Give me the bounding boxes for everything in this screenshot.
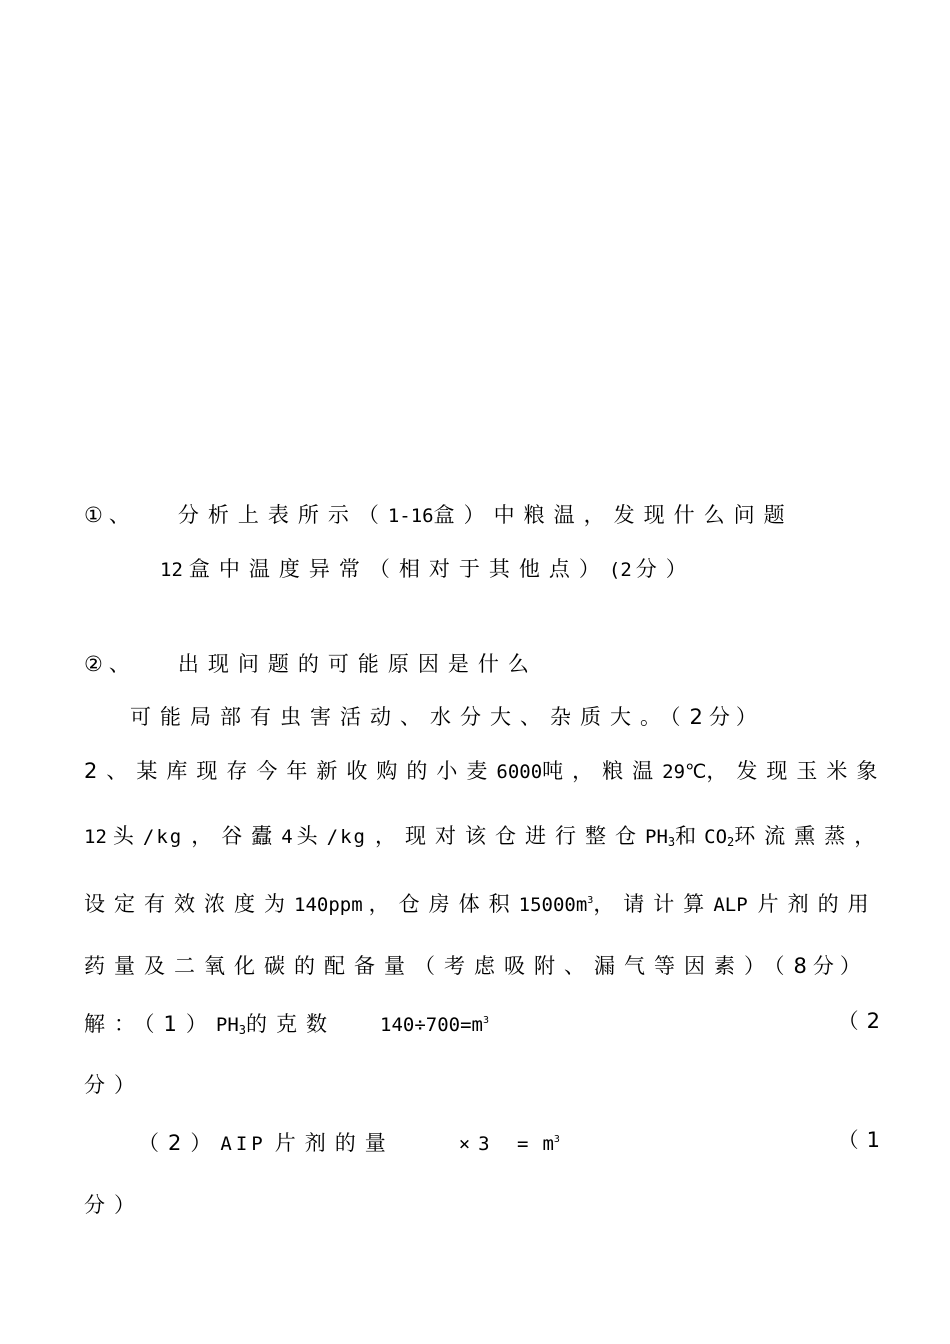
question-1-text-c: 盒）中粮温，发现什么问题 (433, 503, 794, 527)
problem-2-volume (519, 894, 594, 916)
formula-text: 140÷700=m (380, 1014, 483, 1036)
problem-2-line-3 (84, 887, 878, 919)
volume-value: 15000m (518, 894, 588, 916)
problem-2-text: 2、某库现存今年新收购的小麦 (84, 759, 497, 783)
unit-text: m (542, 1133, 554, 1155)
problem-2-text: 头 (112, 824, 143, 848)
unit-superscript: 3 (553, 1134, 560, 1145)
ph3-label: PH (645, 826, 668, 848)
problem-2-unit: /kg (142, 826, 184, 848)
co2-label: CO (704, 826, 728, 848)
answer-2-text: 可能局部有虫害活动、水分大、杂质大。（ (130, 705, 690, 729)
problem-2-count: 4 (281, 826, 293, 848)
step-2-text: 片剂的量 (274, 1131, 395, 1155)
problem-2-text: 吨，粮温 (542, 759, 663, 783)
solution-step-1-score-close: 分） (84, 1073, 144, 1097)
problem-2-text: 设定有效浓度为 (84, 892, 294, 916)
problem-2-concentration: 140ppm (294, 894, 363, 916)
problem-2-text: ，发现玉米象 (706, 759, 887, 783)
answer-2 (130, 703, 763, 731)
problem-2-line-2 (84, 822, 884, 856)
question-1-range: 1-16 (387, 505, 434, 527)
problem-2-line-1 (84, 757, 886, 786)
question-2 (84, 650, 538, 678)
problem-2-unit: /kg (326, 826, 367, 848)
problem-2-text: ，现对该仓进行整仓 (375, 824, 645, 848)
problem-2-line-4 (84, 952, 867, 980)
problem-2-temperature: 29℃ (662, 761, 707, 783)
solution-step-2-score-open: （1 (837, 1128, 888, 1152)
question-1-marker: ①、 (84, 503, 136, 527)
ph3-subscript: 3 (238, 1023, 246, 1037)
ph3-label: PH (215, 1014, 239, 1036)
problem-2-text: 头 (296, 824, 327, 848)
problem-2-text: ，请计算 (593, 892, 714, 916)
solution-ph3 (216, 1014, 246, 1036)
ph3-subscript: 3 (667, 835, 676, 849)
step-2-formula: ×3 = (458, 1133, 537, 1155)
solution-formula (380, 1014, 489, 1036)
step-2-aip: AIP (220, 1133, 267, 1155)
co2-subscript: 2 (727, 835, 735, 849)
problem-2-text: ，仓房体积 (368, 892, 519, 916)
step-2-unit (542, 1133, 559, 1155)
step-2-label: （2） (138, 1131, 221, 1155)
problem-2-text: 环流熏蒸， (734, 824, 885, 848)
answer-1-box-number: 12 (160, 559, 183, 581)
solution-text: 的克数 (246, 1012, 336, 1036)
volume-superscript: 3 (587, 895, 594, 906)
question-1-text-a: 分析上表所示（ (177, 503, 388, 527)
problem-2-count: 12 (84, 826, 107, 848)
question-2-text: 出现问题的可能原因是什么 (177, 652, 538, 676)
problem-2-alp: ALP (713, 894, 748, 916)
solution-step-2 (138, 1126, 560, 1158)
formula-superscript: 3 (482, 1015, 489, 1026)
problem-2-text: 和 (675, 824, 697, 848)
problem-2-ph3 (645, 826, 675, 848)
solution-step-1 (84, 1007, 489, 1044)
answer-1-text: 盒中温度异常（相对于其他点） (188, 557, 609, 581)
solution-label: 解：（1） (84, 1012, 216, 1036)
answer-1-score-unit: 分） (635, 557, 696, 581)
answer-1-score: (2 (608, 559, 632, 581)
answer-2-score: 2分） (689, 705, 763, 729)
problem-2-score: 8分） (793, 954, 867, 978)
problem-2-text: ，谷蠹 (191, 824, 282, 848)
solution-step-1-score-open: （2 (837, 1009, 888, 1033)
problem-2-tonnage: 6000 (496, 761, 543, 783)
problem-2-co2 (704, 826, 734, 848)
question-2-marker: ②、 (84, 652, 136, 676)
problem-2-text: 片剂的用 (757, 892, 878, 916)
question-1 (84, 501, 794, 530)
answer-1 (160, 555, 696, 584)
problem-2-text: 药量及二氧化碳的配备量（考虑吸附、漏气等因素）（ (84, 954, 794, 978)
solution-step-2-score-close: 分） (84, 1193, 144, 1217)
